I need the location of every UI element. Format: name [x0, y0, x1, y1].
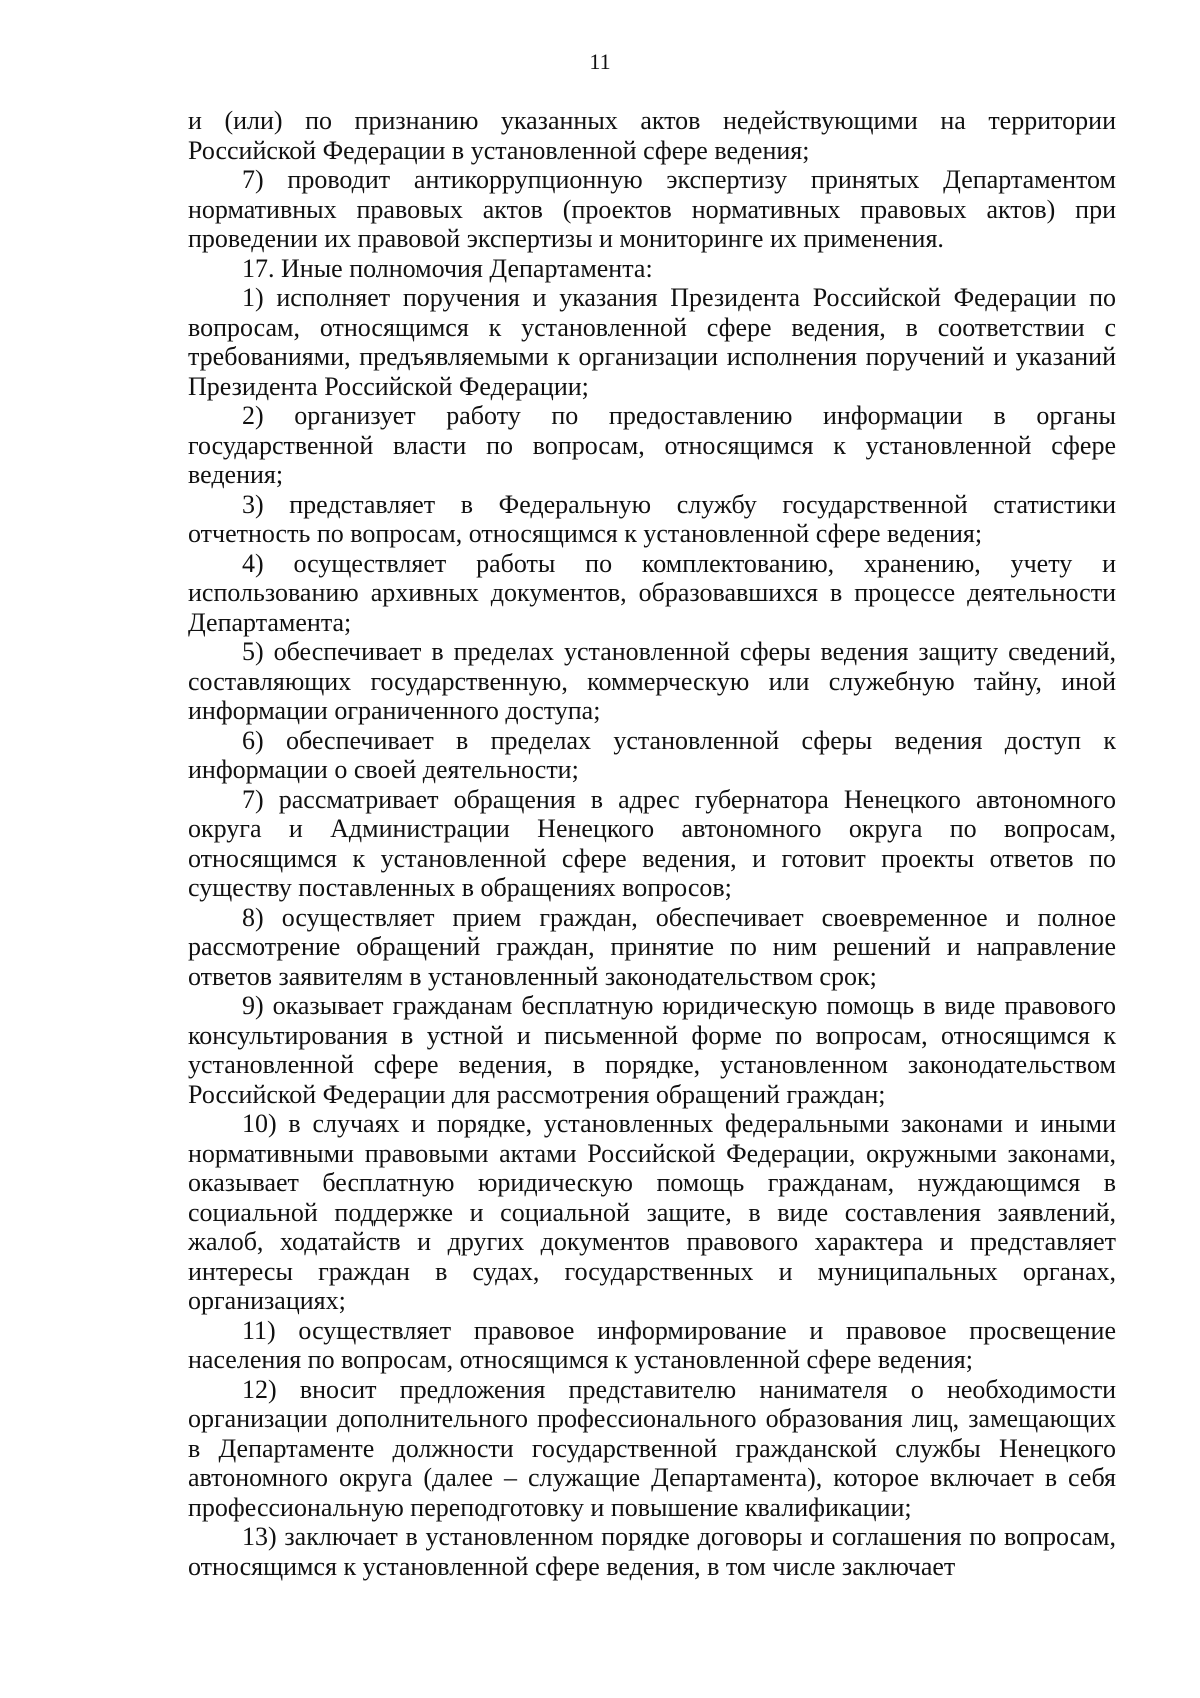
paragraph: 5) обеспечивает в пределах установленной сферы ведения защиту сведений, составляющих государственную, коммерческую или служебную тайну, иной информации ограниченного доступа;	[188, 637, 1116, 725]
paragraph: 7) проводит антикоррупционную экспертизу принятых Департаментом нормативных правовых актов (проектов нормативных правовых актов) при проведении их правовой экспертизы и мониторинге их применения.	[188, 165, 1116, 253]
paragraph: 1) исполняет поручения и указания Президента Российской Федерации по вопросам, относящимся к установленной сфере ведения, в соответствии с требованиями, предъявляемыми к организации исполнения поручений и указаний Президента Российской Федерации;	[188, 283, 1116, 401]
paragraph: 17. Иные полномочия Департамента:	[242, 253, 653, 283]
page-number: 11	[589, 49, 611, 74]
paragraph: 2) организует работу по предоставлению информации в органы государственной власти по вопросам, относящимся к установленной сфере ведения;	[188, 401, 1116, 489]
paragraph: 9) оказывает гражданам бесплатную юридическую помощь в виде правового консультирования в устной и письменной форме по вопросам, относящимся к установленной сфере ведения, в порядке, установленном законодательством Российской Федерации для рассмотрения обращений граждан;	[188, 991, 1116, 1109]
document-body	[188, 106, 1116, 1581]
paragraph: 7) рассматривает обращения в адрес губернатора Ненецкого автономного округа и Администрации Ненецкого автономного округа по вопросам, относящимся к установленной сфере ведения, и готовит проекты ответов по существу поставленных в обращениях вопросов;	[188, 784, 1116, 902]
paragraph: 13) заключает в установленном порядке договоры и соглашения по вопросам, относящимся к установленной сфере ведения, в том числе заключает	[188, 1522, 1116, 1581]
paragraph: 11) осуществляет правовое информирование и правовое просвещение населения по вопросам, относящимся к установленной сфере ведения;	[188, 1315, 1116, 1374]
paragraph: 4) осуществляет работы по комплектованию, хранению, учету и использованию архивных документов, образовавшихся в процессе деятельности Департамента;	[188, 548, 1116, 637]
paragraph: 12) вносит предложения представителю нанимателя о необходимости организации дополнительного профессионального образования лиц, замещающих в Департаменте должности государственной гражданской службы Ненецкого автономного округа (далее – служащие Департамента), которое включает в себя профессиональную переподготовку и повышение квалификации;	[188, 1374, 1116, 1522]
paragraph: 6) обеспечивает в пределах установленной сферы ведения доступ к информации о своей деятельности;	[188, 725, 1116, 784]
paragraph: и (или) по признанию указанных актов недействующими на территории Российской Федерации в установленной сфере ведения;	[188, 106, 1116, 165]
paragraph: 8) осуществляет прием граждан, обеспечивает своевременное и полное рассмотрение обращений граждан, принятие по ним решений и направление ответов заявителям в установленный законодательством срок;	[188, 902, 1116, 991]
paragraph: 10) в случаях и порядке, установленных федеральными законами и иными нормативными правовыми актами Российской Федерации, окружными законами, оказывает бесплатную юридическую помощь гражданам, нуждающимся в социальной поддержке и социальной защите, в виде составления заявлений, жалоб, ходатайств и других документов правового характера и представляет интересы граждан в судах, государственных и муниципальных органах, организациях;	[188, 1109, 1116, 1315]
paragraph: 3) представляет в Федеральную службу государственной статистики отчетность по вопросам, относящимся к установленной сфере ведения;	[188, 489, 1116, 548]
